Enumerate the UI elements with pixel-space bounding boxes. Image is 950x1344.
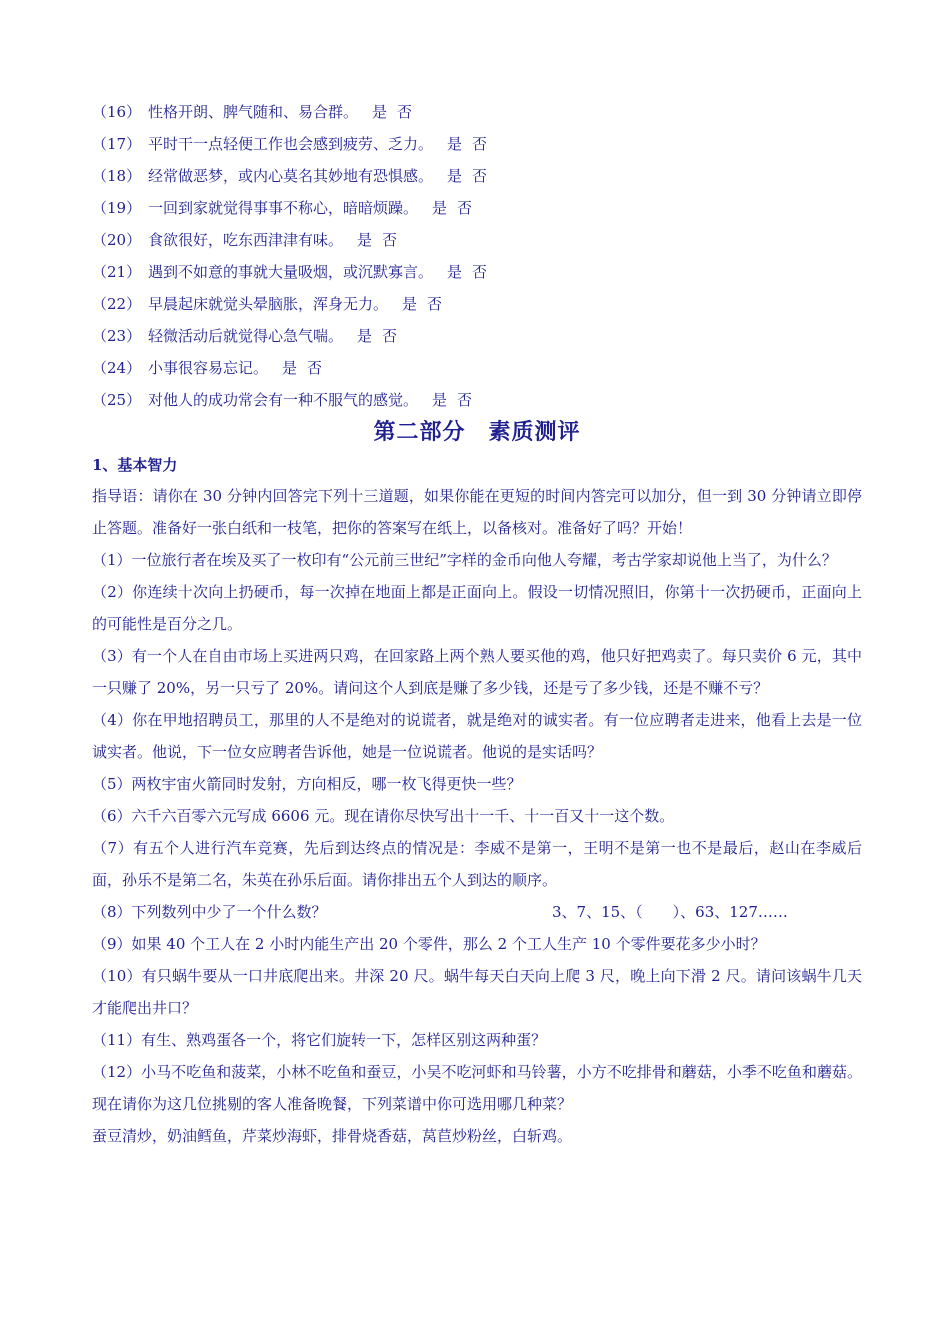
question-text: 小事很容易忘记。 [148, 359, 269, 377]
question-16 [92, 96, 862, 128]
answer-no: 否 [307, 359, 323, 377]
item-11: （11）有生、熟鸡蛋各一个，将它们旋转一下，怎样区别这两种蛋？ [92, 1031, 547, 1049]
answer-no: 否 [472, 135, 488, 153]
question-number: （22） [92, 295, 142, 313]
item-4: （4）你在甲地招聘员工，那里的人不是绝对的说谎者，就是绝对的诚实者。有一位应聘者走进来，他看上去是一位诚实者。他说，下一位女应聘者告诉他，她是一位说谎者。他说的是实话吗？ [92, 711, 862, 761]
question-25 [92, 384, 862, 416]
question-text: 遇到不如意的事就大量吸烟，或沉默寡言。 [148, 263, 434, 281]
item-8-sequence: 3、7、15、（ ）、63、127…… [552, 903, 788, 921]
question-number: （16） [92, 103, 142, 121]
item-12: （12）小马不吃鱼和菠菜，小林不吃鱼和蚕豆，小吴不吃河虾和马铃薯，小方不吃排骨和蘑菇，小季不吃鱼和蘑菇。现在请你为这几位挑剔的客人准备晚餐，下列菜谱中你可选用哪几种菜？ [92, 1063, 862, 1113]
question-18 [92, 160, 862, 192]
question-number: （24） [92, 359, 142, 377]
answer-yes: 是 [402, 295, 418, 313]
item-3: （3）有一个人在自由市场上买进两只鸡，在回家路上两个熟人要买他的鸡，他只好把鸡卖了。每只卖价 6 元，其中一只赚了 20%，另一只亏了 20%。请问这个人到底是赚了多少钱，还是亏了多少钱，还是不赚不亏？ [92, 647, 862, 697]
question-19 [92, 192, 862, 224]
question-17 [92, 128, 862, 160]
item-8-text: （8）下列数列中少了一个什么数？ [92, 903, 327, 921]
item-10: （10）有只蜗牛要从一口井底爬出来。井深 20 尺。蜗牛每天白天向上爬 3 尺，晚上向下滑 2 尺。请问该蜗牛几天才能爬出井口？ [92, 967, 862, 1017]
item-5: （5）两枚宇宙火箭同时发射，方向相反，哪一枚飞得更快一些？ [92, 775, 522, 793]
guide-text: 指导语：请你在 30 分钟内回答完下列十三道题，如果你能在更短的时间内答完可以加分，但一到 30 分钟请立即停止答题。准备好一张白纸和一枝笔，把你的答案写在纸上，以备核对。准备好了吗？开始！ [92, 487, 862, 537]
question-23 [92, 320, 862, 352]
question-21 [92, 256, 862, 288]
answer-no: 否 [472, 167, 488, 185]
item-8 [92, 896, 862, 928]
menu-list: 蚕豆清炒，奶油鳕鱼，芹菜炒海虾，排骨烧香菇，莴苣炒粉丝，白斩鸡。 [92, 1127, 573, 1145]
question-22 [92, 288, 862, 320]
answer-yes: 是 [447, 263, 463, 281]
item-6: （6）六千六百零六元写成 6606 元。现在请你尽快写出十一千、十一百又十一这个数。 [92, 807, 675, 825]
question-text: 一回到家就觉得事事不称心，暗暗烦躁。 [148, 199, 419, 217]
answer-no: 否 [382, 327, 398, 345]
answer-no: 否 [457, 391, 473, 409]
question-number: （18） [92, 167, 142, 185]
question-text: 性格开朗、脾气随和、易合群。 [148, 103, 359, 121]
question-number: （19） [92, 199, 142, 217]
answer-no: 否 [397, 103, 413, 121]
answer-yes: 是 [282, 359, 298, 377]
answer-no: 否 [457, 199, 473, 217]
answer-yes: 是 [357, 231, 373, 249]
answer-yes: 是 [432, 199, 448, 217]
question-24 [92, 352, 862, 384]
question-20 [92, 224, 862, 256]
question-text: 对他人的成功常会有一种不服气的感觉。 [148, 391, 419, 409]
question-text: 经常做恶梦，或内心莫名其妙地有恐惧感。 [148, 167, 434, 185]
question-number: （21） [92, 263, 142, 281]
question-number: （20） [92, 231, 142, 249]
answer-no: 否 [382, 231, 398, 249]
question-list [92, 96, 862, 416]
question-text: 食欲很好，吃东西津津有味。 [148, 231, 344, 249]
question-number: （17） [92, 135, 142, 153]
item-9: （9）如果 40 个工人在 2 小时内能生产出 20 个零件，那么 2 个工人生产 10 个零件要花多少小时？ [92, 935, 766, 953]
answer-no: 否 [427, 295, 443, 313]
answer-yes: 是 [447, 167, 463, 185]
part-two-title: 第二部分 素质测评 [373, 419, 581, 445]
answer-yes: 是 [357, 327, 373, 345]
item-2: （2）你连续十次向上扔硬币，每一次掉在地面上都是正面向上。假设一切情况照旧，你第十一次扔硬币，正面向上的可能性是百分之几。 [92, 583, 862, 633]
answer-yes: 是 [447, 135, 463, 153]
question-text: 轻微活动后就觉得心急气喘。 [148, 327, 344, 345]
answer-yes: 是 [372, 103, 388, 121]
item-1: （1）一位旅行者在埃及买了一枚印有“公元前三世纪”字样的金币向他人夸耀，考古学家却说他上当了，为什么？ [92, 551, 837, 569]
answer-no: 否 [472, 263, 488, 281]
question-text: 早晨起床就觉头晕脑胀，浑身无力。 [148, 295, 389, 313]
answer-yes: 是 [432, 391, 448, 409]
document-page [92, 96, 862, 1152]
item-7: （7）有五个人进行汽车竞赛，先后到达终点的情况是：李威不是第一，王明不是第一也不是最后，赵山在李威后面，孙乐不是第二名，朱英在孙乐后面。请你排出五个人到达的顺序。 [92, 839, 862, 889]
section-basic-intelligence-title: 1、基本智力 [92, 456, 178, 474]
question-text: 平时干一点轻便工作也会感到疲劳、乏力。 [148, 135, 434, 153]
question-number: （25） [92, 391, 142, 409]
question-number: （23） [92, 327, 142, 345]
